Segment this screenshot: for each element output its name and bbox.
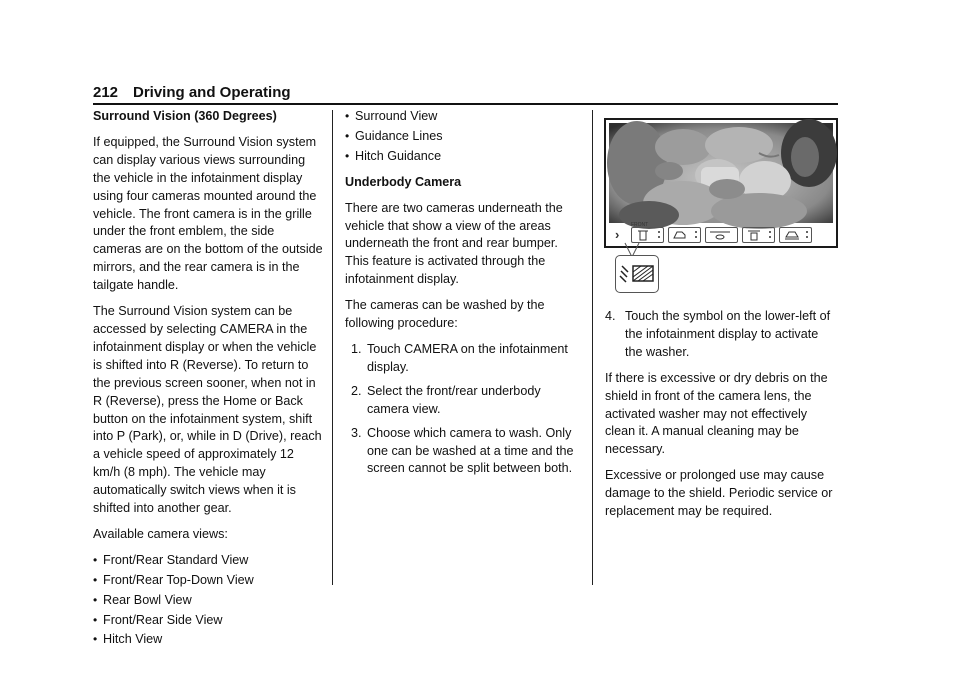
list-item-text: Hitch Guidance (355, 148, 442, 163)
list-item-text: Front/Rear Top-Down View (103, 572, 254, 587)
wash-steps-list (345, 341, 577, 478)
underbody-camera-heading: Underbody Camera (345, 174, 462, 189)
view-button-side[interactable] (668, 227, 701, 243)
step-number: 1. (351, 341, 362, 356)
paragraph: Available camera views: (93, 526, 228, 541)
step-item (345, 383, 577, 419)
camera-washer-icon (616, 256, 658, 292)
step-item (605, 308, 838, 362)
infotainment-display-figure (604, 118, 838, 293)
view-button-rear-underbody[interactable] (742, 227, 775, 243)
view-button-vehicle[interactable] (779, 227, 812, 243)
list-item (93, 631, 323, 649)
bullet-icon: • (93, 632, 98, 647)
paragraph: If equipped, the Surround Vision system can display various views surrounding the vehicle in the infotainment display using four cameras mounted around the vehicle. The front camera is in the grille under the front emblem, the side cameras are on the bottom of the outside mirrors, and the rear camera is in the tailgate handle. (93, 134, 323, 293)
bullet-icon: • (345, 109, 350, 123)
rear-underbody-view-icon (747, 230, 761, 241)
paragraph: The Surround Vision system can be accessed by selecting CAMERA in the infotainment display or when the vehicle is shifted into R (Reverse). To return to the previous screen sooner, when not in R (Reverse), press the Home or Back button on the infotainment system, shift into P (Park), or, while in D (Drive), reach a vehicle speed of approximately 12 km/h (8 mph). The vehicle may automatically switch views when it is shifted into another gear. (93, 304, 322, 516)
list-item (93, 572, 323, 590)
bullet-icon: • (93, 572, 98, 587)
more-icon (658, 231, 660, 239)
underbody-view-icon (710, 230, 730, 241)
list-item (345, 128, 577, 146)
column-divider-2 (592, 110, 593, 585)
step-number: 2. (351, 383, 362, 398)
vehicle-view-icon (784, 230, 800, 241)
bullet-icon: • (93, 592, 98, 607)
list-item-text: Guidance Lines (355, 128, 443, 143)
header-rule (93, 103, 838, 105)
view-button-underbody[interactable] (705, 227, 738, 243)
column-1 (93, 108, 323, 657)
washer-symbol-callout[interactable] (615, 255, 659, 293)
camera-label: FRONT (631, 222, 649, 228)
list-item-text: Rear Bowl View (103, 592, 192, 607)
list-item (93, 552, 323, 570)
list-item-text: Surround View (355, 109, 438, 123)
page-header (93, 82, 838, 104)
page-number: 212 (93, 84, 119, 101)
more-icon (695, 231, 697, 239)
paragraph: There are two cameras underneath the vehicle that show a view of the areas underneath the front and rear bumper. This feature is activated through the infotainment display. (345, 200, 563, 287)
list-item-text: Front/Rear Standard View (103, 552, 249, 567)
surround-vision-heading: Surround Vision (360 Degrees) (93, 109, 277, 123)
bullet-icon: • (93, 612, 98, 627)
step-number: 4. (605, 309, 616, 323)
more-icon (806, 231, 808, 239)
step-number: 3. (351, 425, 362, 440)
infotainment-screen (604, 118, 838, 248)
list-item (345, 108, 577, 126)
column-divider-1 (332, 110, 333, 585)
section-title: Driving and Operating (133, 84, 291, 101)
list-item (93, 592, 323, 610)
step-text: Choose which camera to wash. Only one can be washed at a time and the screen cannot be split between both. (367, 425, 574, 476)
bullet-icon: • (345, 148, 350, 163)
view-button-front-underbody[interactable] (631, 227, 664, 243)
rocks-camera-image (609, 123, 833, 223)
wash-steps-list-continued (605, 308, 838, 362)
front-underbody-view-icon (636, 230, 650, 241)
more-icon (769, 231, 771, 239)
side-view-icon (673, 230, 687, 241)
paragraph: Excessive or prolonged use may cause damage to the shield. Periodic service or replacement may be required. (605, 468, 833, 519)
paragraph: If there is excessive or dry debris on the shield in front of the camera lens, the activated washer may not effectively clean it. A manual cleaning may be necessary. (605, 370, 828, 457)
list-item (345, 148, 577, 166)
chevron-right-icon[interactable]: › (615, 227, 620, 242)
step-text: Touch the symbol on the lower-left of the infotainment display to activate the washer. (625, 309, 831, 359)
column-3 (605, 308, 838, 529)
list-item-text: Hitch View (103, 632, 163, 647)
paragraph: The cameras can be washed by the following procedure: (345, 298, 545, 331)
camera-views-list-continued (345, 108, 577, 166)
step-item (345, 425, 577, 479)
step-item (345, 341, 577, 377)
underbody-camera-image (609, 123, 833, 228)
list-item (93, 612, 323, 630)
camera-views-list (93, 552, 323, 650)
bullet-icon: • (345, 128, 350, 143)
bullet-icon: • (93, 552, 98, 567)
column-2 (345, 108, 577, 486)
step-text: Select the front/rear underbody camera view. (367, 383, 541, 416)
step-text: Touch CAMERA on the infotainment display. (367, 341, 568, 374)
list-item-text: Front/Rear Side View (103, 612, 223, 627)
camera-toolbar (609, 225, 833, 245)
